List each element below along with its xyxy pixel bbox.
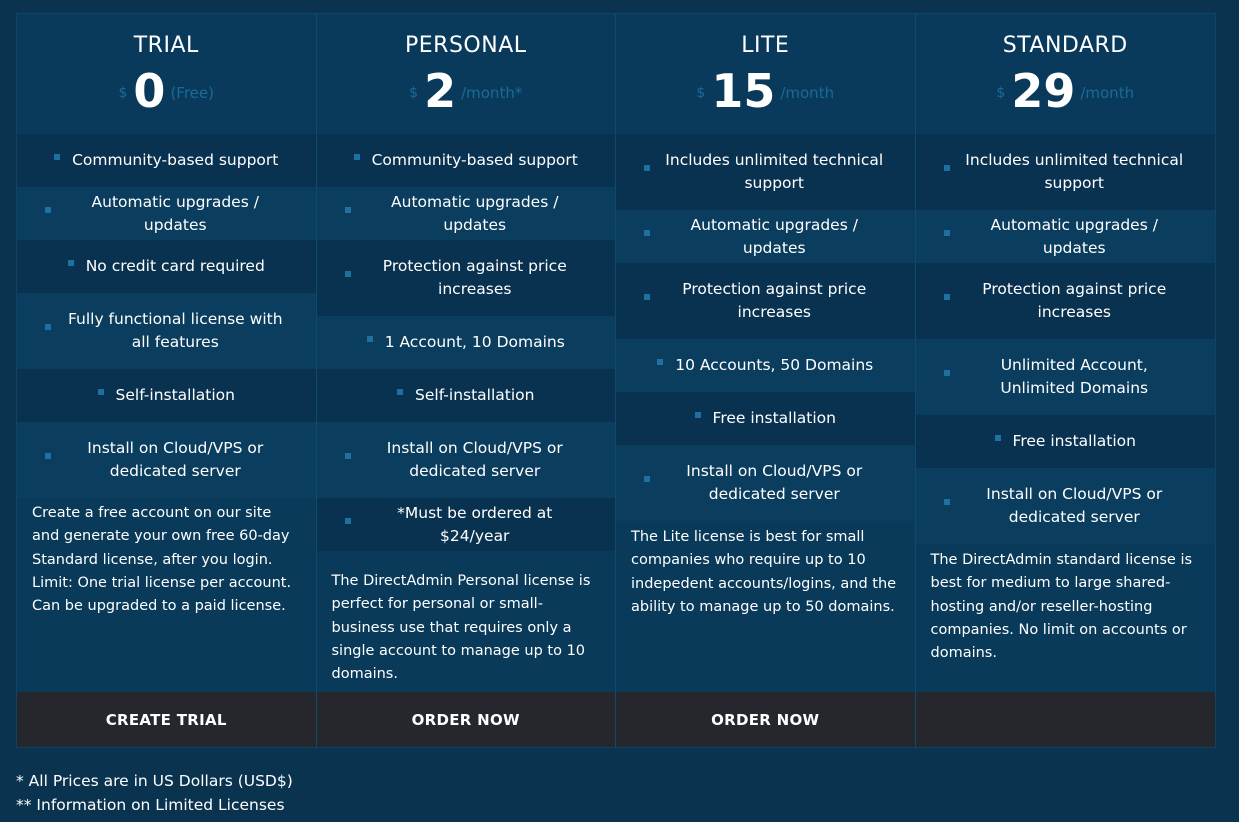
bullet-icon: [657, 359, 663, 365]
plan-price: [17, 63, 316, 119]
feature-item: Includes unlimited technical support: [616, 134, 915, 210]
bullet-icon: [944, 294, 950, 300]
bullet-icon: [345, 207, 351, 213]
bullet-icon: [944, 230, 950, 236]
bullet-icon: [54, 154, 60, 160]
feature-list: [916, 134, 1216, 544]
bullet-icon: [68, 260, 74, 266]
plan-name: PERSONAL: [405, 33, 527, 58]
feature-item: Unlimited Account, Unlimited Domains: [916, 339, 1216, 415]
price-period: (Free): [170, 84, 214, 102]
bullet-icon: [944, 370, 950, 376]
feature-list: [616, 134, 915, 521]
feature-item: Automatic upgrades / updates: [916, 210, 1216, 263]
plan-name: STANDARD: [1002, 33, 1128, 58]
feature-list: [317, 134, 616, 551]
bullet-icon: [397, 389, 403, 395]
feature-item: Install on Cloud/VPS or dedicated server: [916, 468, 1216, 544]
bullet-icon: [944, 499, 950, 505]
plan-personal: [317, 14, 617, 747]
plan-price: [616, 63, 915, 119]
feature-item: Protection against price increases: [317, 240, 616, 316]
bullet-icon: [45, 324, 51, 330]
feature-item: Install on Cloud/VPS or dedicated server: [317, 422, 616, 498]
feature-item: Fully functional license with all features: [17, 293, 316, 369]
bullet-icon: [45, 453, 51, 459]
feature-item: Protection against price increases: [916, 263, 1216, 339]
bullet-icon: [354, 154, 360, 160]
price-period: /month: [1080, 84, 1135, 102]
plan-price: [317, 63, 616, 119]
plan-header: [17, 14, 316, 134]
feature-item: Community-based support: [317, 134, 616, 187]
bullet-icon: [345, 453, 351, 459]
feature-list: [17, 134, 316, 498]
feature-item: Protection against price increases: [616, 263, 915, 339]
feature-item: Install on Cloud/VPS or dedicated server: [616, 445, 915, 521]
feature-item: Automatic upgrades / updates: [17, 187, 316, 240]
feature-item: Self-installation: [317, 369, 616, 422]
order-now-button-lite[interactable]: ORDER NOW: [616, 692, 915, 747]
order-now-button-personal[interactable]: ORDER NOW: [317, 692, 616, 747]
standard-button-empty[interactable]: [916, 692, 1216, 747]
feature-item: 10 Accounts, 50 Domains: [616, 339, 915, 392]
plan-trial: [17, 14, 317, 747]
currency-symbol: $: [409, 85, 419, 101]
feature-item: 1 Account, 10 Domains: [317, 316, 616, 369]
feature-item: Free installation: [616, 392, 915, 445]
bullet-icon: [367, 336, 373, 342]
footer-note-prices: * All Prices are in US Dollars (USD$): [16, 772, 293, 790]
price-amount: 2: [424, 64, 457, 118]
plan-header: [916, 14, 1216, 134]
plan-name: TRIAL: [133, 33, 199, 58]
plan-lite: [616, 14, 916, 747]
create-trial-button[interactable]: CREATE TRIAL: [17, 692, 316, 747]
feature-item: Automatic upgrades / updates: [317, 187, 616, 240]
bullet-icon: [45, 207, 51, 213]
price-period: /month*: [461, 84, 523, 102]
feature-item: Automatic upgrades / updates: [616, 210, 915, 263]
plan-description: The DirectAdmin Personal license is perfect for personal or small-business use that requires only a single account to manage up to 10 domains.: [331, 573, 591, 683]
bullet-icon: [644, 476, 650, 482]
plan-description: Create a free account on our site and generate your own free 60-day Standard license, after you login. Limit: One trial license per account. Can be upgraded to a paid license.: [32, 505, 292, 615]
price-amount: 0: [133, 64, 166, 118]
pricing-table: [16, 13, 1216, 748]
plan-header: [317, 14, 616, 134]
plan-description: The Lite license is best for small companies who require up to 10 indepedent accounts/logins, and the ability to manage up to 50 domains.: [631, 529, 897, 615]
plan-description: The DirectAdmin standard license is best for medium to large shared-hosting and/or reseller-hosting companies. No limit on accounts or domains.: [930, 552, 1193, 662]
bullet-icon: [995, 435, 1001, 441]
bullet-icon: [644, 230, 650, 236]
feature-item: *Must be ordered at $24/year: [317, 498, 616, 551]
price-amount: 15: [711, 64, 776, 118]
price-amount: 29: [1011, 64, 1076, 118]
price-period: /month: [780, 84, 835, 102]
plan-name: LITE: [741, 33, 790, 58]
bullet-icon: [345, 518, 351, 524]
feature-item: No credit card required: [17, 240, 316, 293]
bullet-icon: [644, 294, 650, 300]
bullet-icon: [695, 412, 701, 418]
bullet-icon: [644, 165, 650, 171]
plan-header: [616, 14, 915, 134]
footer-note-limited-licenses[interactable]: ** Information on Limited Licenses: [16, 796, 285, 814]
feature-item: Install on Cloud/VPS or dedicated server: [17, 422, 316, 498]
feature-item: Free installation: [916, 415, 1216, 468]
plan-standard: [916, 14, 1216, 747]
bullet-icon: [944, 165, 950, 171]
currency-symbol: $: [696, 85, 706, 101]
bullet-icon: [345, 271, 351, 277]
feature-item: Community-based support: [17, 134, 316, 187]
currency-symbol: $: [996, 85, 1006, 101]
currency-symbol: $: [118, 85, 128, 101]
feature-item: Includes unlimited technical support: [916, 134, 1216, 210]
plan-price: [916, 63, 1216, 119]
bullet-icon: [98, 389, 104, 395]
feature-item: Self-installation: [17, 369, 316, 422]
